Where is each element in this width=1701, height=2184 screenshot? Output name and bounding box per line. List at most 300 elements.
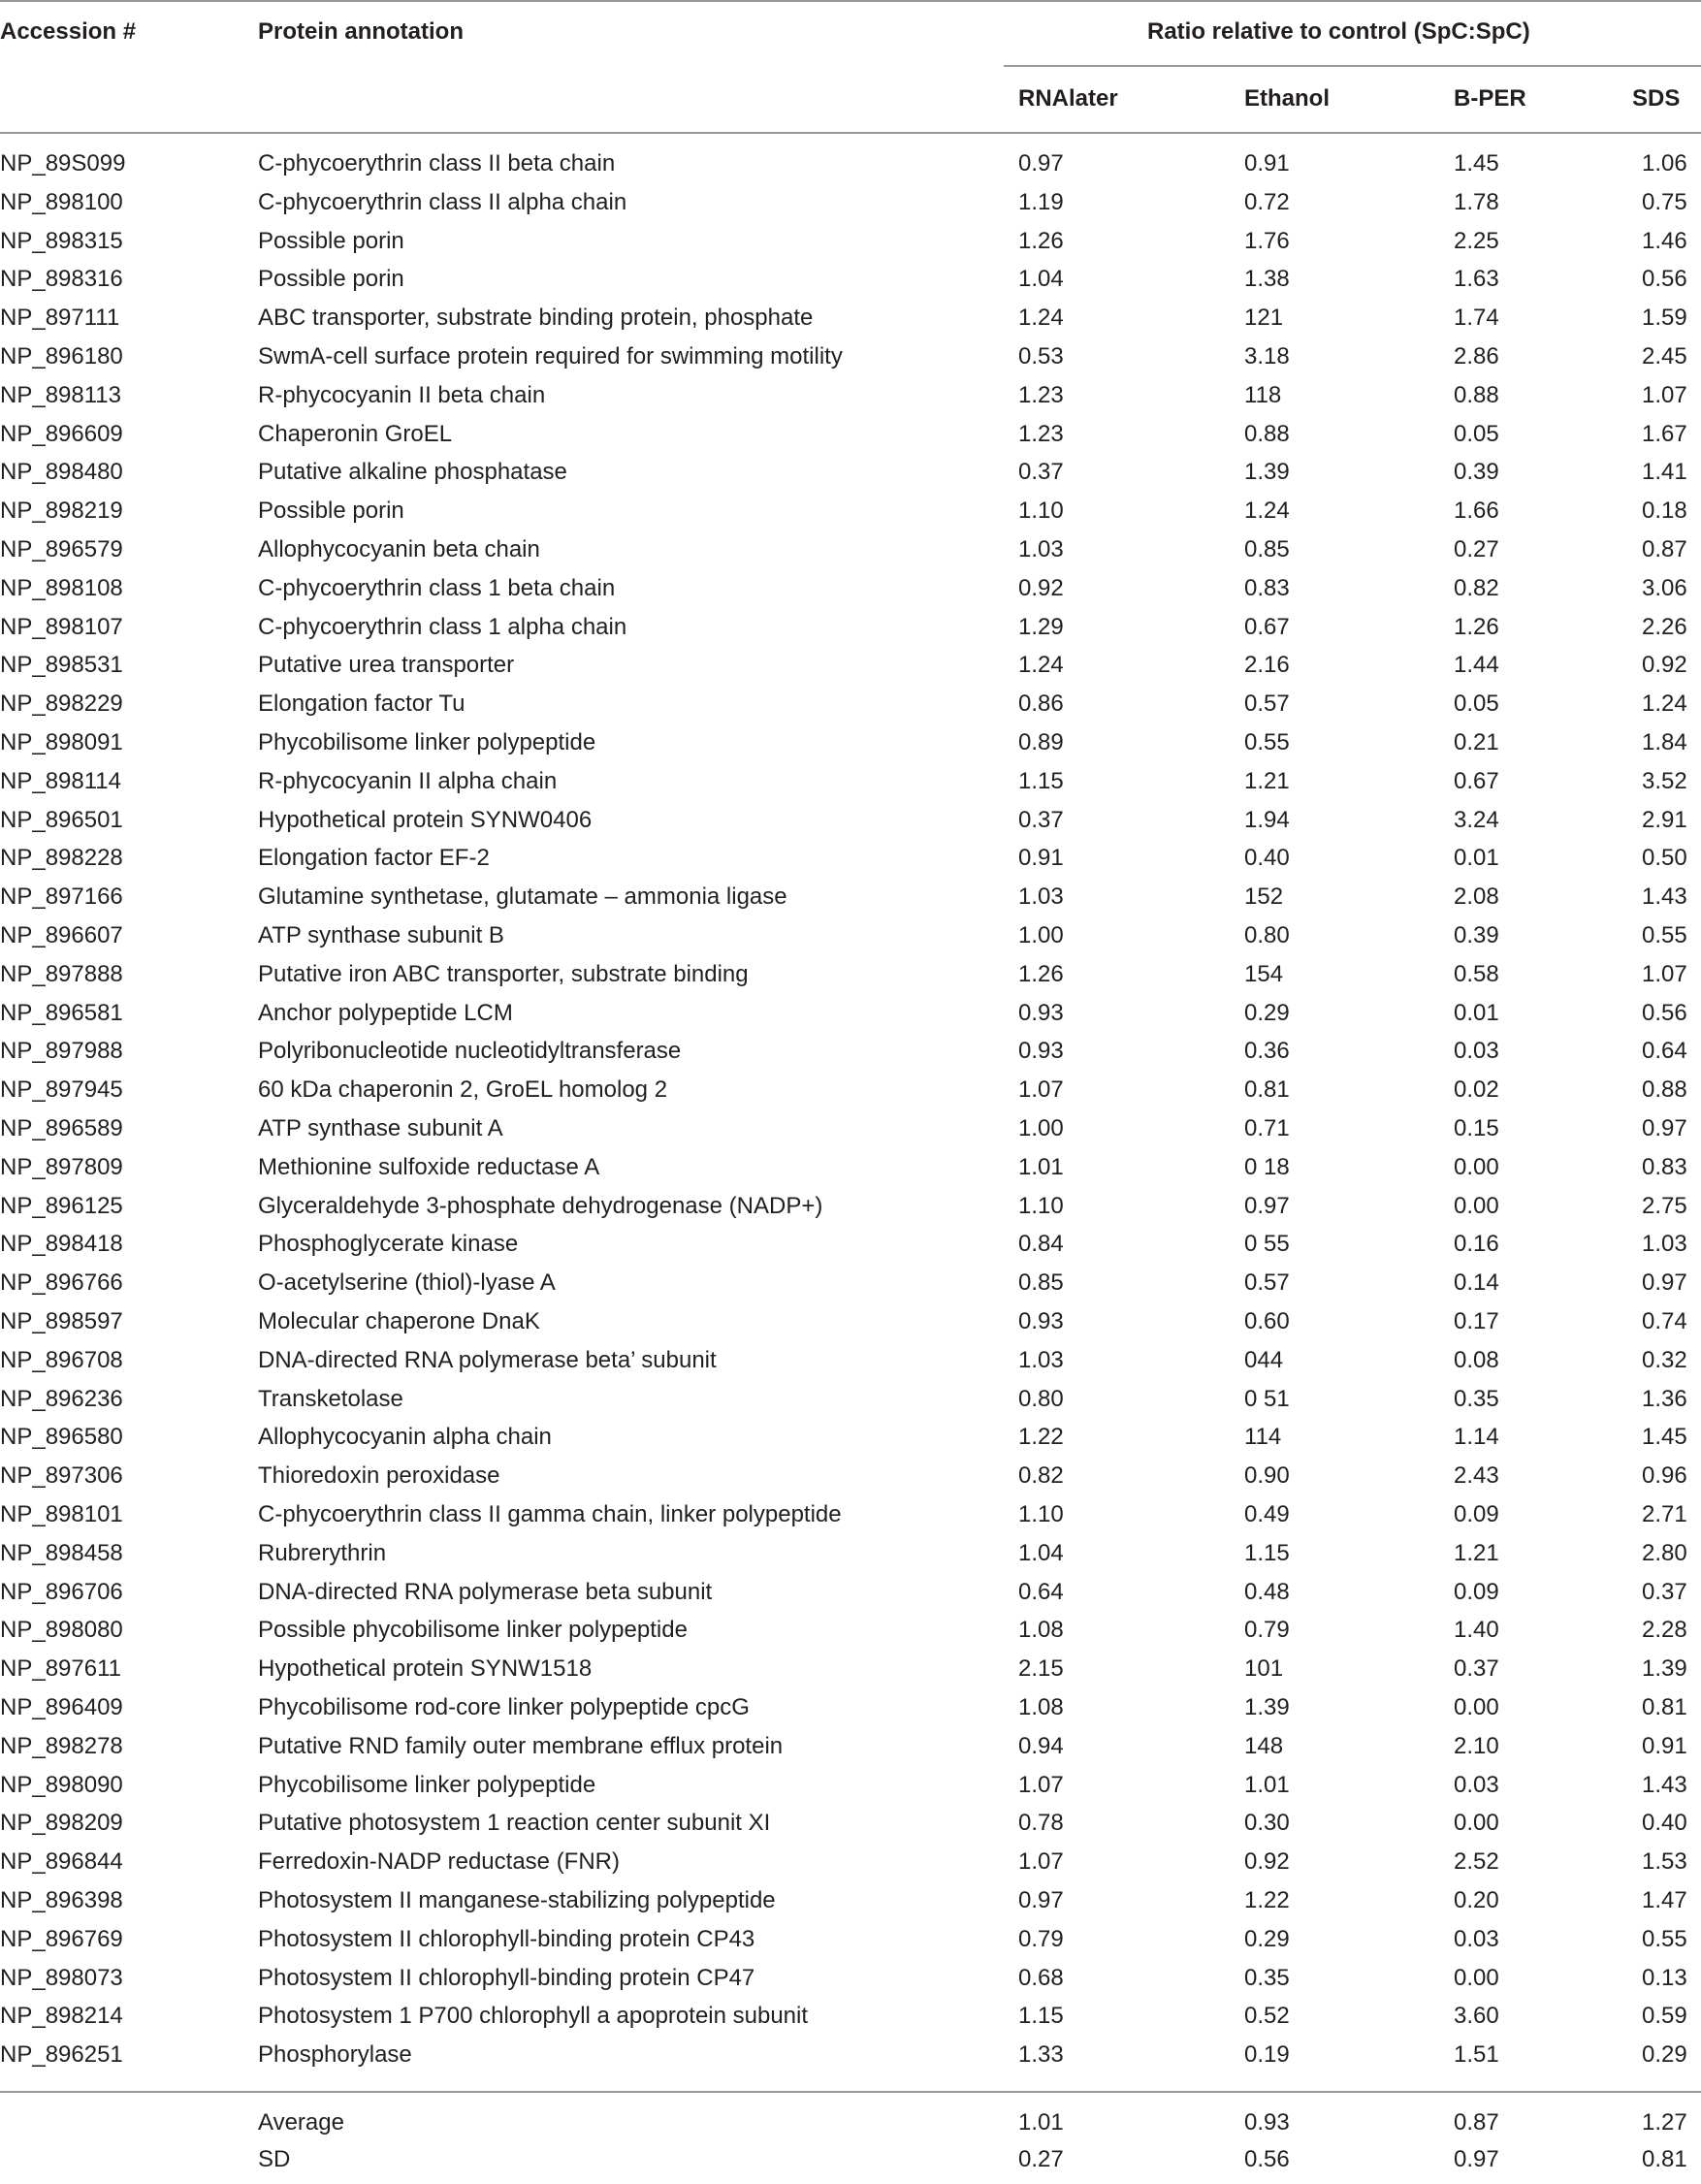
bper-cell: 3.60 <box>1454 2003 1499 2030</box>
accession-cell: NP_898229 <box>0 691 123 718</box>
ethanol-cell: 0.83 <box>1244 574 1290 601</box>
table-row <box>0 1307 1701 1346</box>
rnalater-cell: 0.85 <box>1018 1269 1064 1297</box>
table-row <box>0 1925 1701 1964</box>
ethanol-cell: 0.29 <box>1244 1925 1290 1952</box>
accession-cell: NP_896125 <box>0 1192 123 1219</box>
ethanol-cell: 0.49 <box>1244 1501 1290 1527</box>
protein-cell: R-phycocyanin II beta chain <box>258 381 546 408</box>
ethanol-cell: 0.40 <box>1244 845 1290 872</box>
protein-cell: Photosystem II chlorophyll-binding protein CP43 <box>258 1925 755 1952</box>
table-row <box>0 227 1701 266</box>
summary-row <box>0 2145 1701 2184</box>
table-row <box>0 1346 1701 1385</box>
bper-cell: 0.37 <box>1454 1655 1499 1683</box>
protein-cell: Putative alkaline phosphatase <box>258 459 567 486</box>
accession-cell: NP_898480 <box>0 459 123 486</box>
table-row <box>0 1423 1701 1461</box>
accession-cell: NP_898080 <box>0 1617 123 1644</box>
sds-cell: 2.26 <box>1642 613 1687 640</box>
protein-cell: Phosphoglycerate kinase <box>258 1231 519 1258</box>
ethanol-cell: 0 51 <box>1244 1385 1290 1412</box>
accession-cell: NP_898316 <box>0 266 123 293</box>
protein-cell: Elongation factor Tu <box>258 691 465 718</box>
accession-cell: NP_896844 <box>0 1848 123 1876</box>
bper-cell: 0.67 <box>1454 767 1499 794</box>
accession-cell: NP_896708 <box>0 1346 123 1373</box>
accession-cell: NP_898101 <box>0 1501 123 1527</box>
bper-cell: 0.17 <box>1454 1308 1499 1334</box>
table-row <box>0 1076 1701 1114</box>
table-row <box>0 497 1701 535</box>
bper-cell: 0.21 <box>1454 729 1499 755</box>
ethanol-cell: 1.94 <box>1244 806 1290 833</box>
bper-cell: 0.39 <box>1454 922 1499 948</box>
bper-cell: 0.14 <box>1454 1269 1499 1297</box>
protein-cell: C-phycoerythrin class 1 alpha chain <box>258 613 627 640</box>
protein-cell: Possible porin <box>258 227 404 254</box>
protein-cell: Elongation factor EF-2 <box>258 845 490 872</box>
accession-cell: NP_897306 <box>0 1462 123 1490</box>
table-row <box>0 1886 1701 1925</box>
accession-cell: NP_89S099 <box>0 150 126 177</box>
sds-cell: 0.37 <box>1642 1578 1687 1605</box>
rnalater-cell: 2.15 <box>1018 1655 1064 1683</box>
rnalater-cell: 1.00 <box>1018 922 1064 948</box>
sds-cell: 0.87 <box>1642 536 1687 562</box>
ethanol-cell: 0.97 <box>1244 1192 1290 1219</box>
ethanol-cell: 0 55 <box>1244 1231 1290 1258</box>
rnalater-cell: 1.10 <box>1018 1501 1064 1527</box>
rnalater-cell: 1.10 <box>1018 498 1064 525</box>
table-row <box>0 1114 1701 1153</box>
bper-cell: 0.00 <box>1454 1964 1499 1991</box>
rnalater-cell: 1.10 <box>1018 1192 1064 1219</box>
accession-cell: NP_896607 <box>0 922 123 948</box>
protein-cell: C-phycoerythrin class II gamma chain, linker polypeptide <box>258 1501 842 1527</box>
rnalater-cell: 1.00 <box>1018 1115 1064 1141</box>
protein-cell: Average <box>258 2109 344 2136</box>
rnalater-cell: 0.37 <box>1018 459 1064 486</box>
protein-cell: Chaperonin GroEL <box>258 420 453 447</box>
table-row <box>0 1693 1701 1732</box>
rnalater-cell: 0.84 <box>1018 1231 1064 1258</box>
table-row <box>0 342 1701 381</box>
accession-cell: NP_898418 <box>0 1231 123 1258</box>
accession-cell: NP_898090 <box>0 1771 123 1798</box>
accession-cell: NP_897809 <box>0 1153 123 1180</box>
ethanol-cell: 0.60 <box>1244 1308 1290 1334</box>
table-row <box>0 921 1701 960</box>
table-row <box>0 1269 1701 1307</box>
bper-cell: 1.40 <box>1454 1617 1499 1644</box>
ethanol-cell: 1.39 <box>1244 459 1290 486</box>
ethanol-cell: 0.90 <box>1244 1462 1290 1490</box>
ethanol-cell: 0.35 <box>1244 1964 1290 1991</box>
table-row <box>0 1847 1701 1886</box>
accession-cell: NP_896251 <box>0 2041 123 2069</box>
protein-cell: Transketolase <box>258 1385 403 1412</box>
table-row <box>0 149 1701 188</box>
sds-cell: 1.43 <box>1642 883 1687 911</box>
table-row <box>0 728 1701 767</box>
accession-cell: NP_896609 <box>0 420 123 447</box>
accession-cell: NP_898219 <box>0 498 123 525</box>
rnalater-cell: 1.24 <box>1018 305 1064 332</box>
accession-cell: NP_898107 <box>0 613 123 640</box>
accession-cell: NP_898315 <box>0 227 123 254</box>
bper-cell: 0.39 <box>1454 459 1499 486</box>
table-row <box>0 1732 1701 1771</box>
accession-cell: NP_896236 <box>0 1385 123 1412</box>
ratio-group-header: Ratio relative to control (SpC:SpC) <box>1147 18 1530 45</box>
protein-cell: Possible porin <box>258 266 404 293</box>
rnalater-cell: 1.33 <box>1018 2041 1064 2069</box>
table-row <box>0 1539 1701 1578</box>
table-row <box>0 304 1701 342</box>
rnalater-cell: 0.97 <box>1018 150 1064 177</box>
sds-cell: 0.91 <box>1642 1732 1687 1759</box>
ethanol-cell: 0.56 <box>1244 2146 1290 2172</box>
table-row <box>0 883 1701 921</box>
protein-cell: Ferredoxin-NADP reductase (FNR) <box>258 1848 620 1876</box>
protein-cell: O-acetylserine (thiol)-lyase A <box>258 1269 556 1297</box>
table-row <box>0 1385 1701 1424</box>
ethanol-cell: 0.57 <box>1244 1269 1290 1297</box>
sds-cell: 1.46 <box>1642 227 1687 254</box>
rnalater-cell: 1.01 <box>1018 2109 1064 2136</box>
sds-cell: 2.45 <box>1642 343 1687 369</box>
sds-cell: 1.59 <box>1642 305 1687 332</box>
bper-cell: 1.45 <box>1454 150 1499 177</box>
protein-cell: Polyribonucleotide nucleotidyltransferase <box>258 1038 682 1065</box>
ethanol-cell: 154 <box>1244 960 1284 987</box>
protein-cell: ATP synthase subunit B <box>258 922 504 948</box>
bper-cell: 0.09 <box>1454 1501 1499 1527</box>
sds-cell: 0.96 <box>1642 1462 1687 1490</box>
protein-cell: Photosystem II chlorophyll-binding protein CP47 <box>258 1964 755 1991</box>
ethanol-cell: 0.36 <box>1244 1038 1290 1065</box>
protein-cell: ATP synthase subunit A <box>258 1115 503 1141</box>
protein-cell: C-phycoerythrin class 1 beta chain <box>258 574 616 601</box>
bper-cell: 0.82 <box>1454 574 1499 601</box>
summary-row <box>0 2108 1701 2147</box>
table-row <box>0 1654 1701 1693</box>
accession-cell: NP_898458 <box>0 1539 123 1566</box>
rnalater-cell: 0.27 <box>1018 2146 1064 2172</box>
ethanol-cell: 0.80 <box>1244 922 1290 948</box>
accession-cell: NP_896589 <box>0 1115 123 1141</box>
table-row <box>0 1037 1701 1076</box>
rnalater-cell: 1.04 <box>1018 266 1064 293</box>
sds-cell: 1.07 <box>1642 381 1687 408</box>
rnalater-cell: 1.26 <box>1018 960 1064 987</box>
accession-cell: NP_897945 <box>0 1076 123 1104</box>
protein-cell: Anchor polypeptide LCM <box>258 999 513 1026</box>
accession-cell: NP_897611 <box>0 1655 121 1683</box>
accession-cell: NP_898597 <box>0 1308 123 1334</box>
col-accession-header: Accession # <box>0 18 137 45</box>
sds-cell: 0.32 <box>1642 1346 1687 1373</box>
bper-cell: 0.15 <box>1454 1115 1499 1141</box>
ethanol-cell: 0.72 <box>1244 188 1290 215</box>
ethanol-cell: 152 <box>1244 883 1284 911</box>
protein-cell: DNA-directed RNA polymerase beta’ subunit <box>258 1346 717 1373</box>
table-row <box>0 1616 1701 1654</box>
rnalater-cell: 0.89 <box>1018 729 1064 755</box>
ethanol-cell: 0.48 <box>1244 1578 1290 1605</box>
table-row <box>0 265 1701 304</box>
accession-cell: NP_898209 <box>0 1810 123 1837</box>
bper-cell: 2.86 <box>1454 343 1499 369</box>
ethanol-cell: 044 <box>1244 1346 1284 1373</box>
rnalater-cell: 0.91 <box>1018 845 1064 872</box>
table-row <box>0 1461 1701 1500</box>
table-row <box>0 844 1701 883</box>
protein-cell: Thioredoxin peroxidase <box>258 1462 500 1490</box>
sds-cell: 2.28 <box>1642 1617 1687 1644</box>
accession-cell: NP_896580 <box>0 1424 123 1451</box>
rnalater-cell: 0.53 <box>1018 343 1064 369</box>
rnalater-cell: 1.23 <box>1018 420 1064 447</box>
ethanol-cell: 0.93 <box>1244 2109 1290 2136</box>
rnalater-cell: 0.93 <box>1018 1308 1064 1334</box>
ethanol-cell: 101 <box>1244 1655 1284 1683</box>
bper-cell: 0.05 <box>1454 420 1499 447</box>
accession-cell: NP_896769 <box>0 1925 123 1952</box>
protein-cell: SwmA-cell surface protein required for swimming motility <box>258 343 843 369</box>
protein-cell: Phycobilisome rod-core linker polypeptide cpcG <box>258 1694 750 1720</box>
accession-cell: NP_898073 <box>0 1964 123 1991</box>
bper-cell: 1.74 <box>1454 305 1499 332</box>
accession-cell: NP_898091 <box>0 729 123 755</box>
sds-cell: 0.75 <box>1642 188 1687 215</box>
table-row <box>0 458 1701 497</box>
protein-cell: Phycobilisome linker polypeptide <box>258 1771 596 1798</box>
rnalater-cell: 1.04 <box>1018 1539 1064 1566</box>
accession-cell: NP_897988 <box>0 1038 123 1065</box>
sds-cell: 1.03 <box>1642 1231 1687 1258</box>
protein-cell: SD <box>258 2146 291 2172</box>
accession-cell: NP_896398 <box>0 1887 123 1913</box>
accession-cell: NP_898278 <box>0 1732 123 1759</box>
accession-cell: NP_898113 <box>0 381 121 408</box>
rnalater-cell: 1.22 <box>1018 1424 1064 1451</box>
bper-cell: 3.24 <box>1454 806 1499 833</box>
accession-cell: NP_896766 <box>0 1269 123 1297</box>
ethanol-cell: 114 <box>1244 1424 1282 1451</box>
sds-cell: 1.45 <box>1642 1424 1687 1451</box>
rnalater-cell: 1.03 <box>1018 883 1064 911</box>
ethanol-cell: 0.79 <box>1244 1617 1290 1644</box>
rnalater-cell: 1.15 <box>1018 2003 1064 2030</box>
ethanol-cell: 0.71 <box>1244 1115 1290 1141</box>
bper-cell: 0.88 <box>1454 381 1499 408</box>
sds-cell: 1.24 <box>1642 691 1687 718</box>
bper-cell: 1.21 <box>1454 1539 1499 1566</box>
ethanol-cell: 1.24 <box>1244 498 1290 525</box>
top-rule <box>0 0 1701 2</box>
ethanol-cell: 0.88 <box>1244 420 1290 447</box>
accession-cell: NP_898228 <box>0 845 123 872</box>
bper-cell: 2.52 <box>1454 1848 1499 1876</box>
bper-cell: 1.44 <box>1454 652 1499 679</box>
sds-cell: 2.75 <box>1642 1192 1687 1219</box>
bper-cell: 1.14 <box>1454 1424 1499 1451</box>
table-row <box>0 1964 1701 2003</box>
ethanol-cell: 3.18 <box>1244 343 1290 369</box>
table-row <box>0 574 1701 613</box>
protein-cell: Allophycocyanin alpha chain <box>258 1424 552 1451</box>
table-row <box>0 613 1701 652</box>
sds-cell: 1.06 <box>1642 150 1687 177</box>
accession-cell: NP_896706 <box>0 1578 123 1605</box>
table-row <box>0 690 1701 728</box>
table-row <box>0 651 1701 690</box>
ethanol-cell: 2.16 <box>1244 652 1290 679</box>
sds-cell: 0.64 <box>1642 1038 1687 1065</box>
table-row <box>0 535 1701 574</box>
bper-cell: 0.16 <box>1454 1231 1499 1258</box>
rnalater-cell: 1.08 <box>1018 1694 1064 1720</box>
sds-cell: 1.36 <box>1642 1385 1687 1412</box>
protein-cell: R-phycocyanin II alpha chain <box>258 767 558 794</box>
sds-cell: 0.40 <box>1642 1810 1687 1837</box>
sds-cell: 0.88 <box>1642 1076 1687 1104</box>
ethanol-cell: 1.38 <box>1244 266 1290 293</box>
bper-cell: 1.63 <box>1454 266 1499 293</box>
accession-cell: NP_898531 <box>0 652 123 679</box>
protein-cell: Hypothetical protein SYNW1518 <box>258 1655 593 1683</box>
ethanol-cell: 0.19 <box>1244 2041 1290 2069</box>
ethanol-cell: 1.15 <box>1244 1539 1290 1566</box>
bper-cell: 0.00 <box>1454 1810 1499 1837</box>
rnalater-cell: 1.23 <box>1018 381 1064 408</box>
bper-cell: 0.58 <box>1454 960 1499 987</box>
protein-cell: Allophycocyanin beta chain <box>258 536 540 562</box>
table-row <box>0 188 1701 227</box>
ethanol-cell: 0.57 <box>1244 691 1290 718</box>
rnalater-cell: 0.80 <box>1018 1385 1064 1412</box>
protein-cell: Phosphorylase <box>258 2041 412 2069</box>
protein-cell: Glyceraldehyde 3-phosphate dehydrogenase (NADP+) <box>258 1192 823 1219</box>
bper-cell: 2.10 <box>1454 1732 1499 1759</box>
sds-cell: 1.41 <box>1642 459 1687 486</box>
protein-cell: Putative photosystem 1 reaction center subunit XI <box>258 1810 771 1837</box>
protein-cell: 60 kDa chaperonin 2, GroEL homolog 2 <box>258 1076 668 1104</box>
col-bper-header: B-PER <box>1454 85 1526 112</box>
bper-cell: 0.05 <box>1454 691 1499 718</box>
sds-cell: 0.18 <box>1642 498 1687 525</box>
sds-cell: 1.53 <box>1642 1848 1687 1876</box>
sds-cell: 0.92 <box>1642 652 1687 679</box>
table-row <box>0 1230 1701 1269</box>
protein-cell: Molecular chaperone DnaK <box>258 1308 540 1334</box>
rnalater-cell: 1.03 <box>1018 1346 1064 1373</box>
protein-cell: Putative iron ABC transporter, substrate binding <box>258 960 749 987</box>
bper-cell: 0.20 <box>1454 1887 1499 1913</box>
bper-cell: 0.01 <box>1454 999 1499 1026</box>
ethanol-cell: 0.91 <box>1244 150 1290 177</box>
group-underline <box>1004 65 1701 67</box>
col-ethanol-header: Ethanol <box>1244 85 1330 112</box>
rnalater-cell: 1.19 <box>1018 188 1064 215</box>
accession-cell: NP_896409 <box>0 1694 123 1720</box>
rnalater-cell: 0.79 <box>1018 1925 1064 1952</box>
col-rnalater-header: RNAlater <box>1018 85 1118 112</box>
ethanol-cell: 0.30 <box>1244 1810 1290 1837</box>
sds-cell: 1.39 <box>1642 1655 1687 1683</box>
ethanol-cell: 1.21 <box>1244 767 1290 794</box>
rnalater-cell: 0.78 <box>1018 1810 1064 1837</box>
protein-cell: C-phycoerythrin class II alpha chain <box>258 188 627 215</box>
rnalater-cell: 1.01 <box>1018 1153 1064 1180</box>
rnalater-cell: 0.68 <box>1018 1964 1064 1991</box>
table-row <box>0 420 1701 459</box>
rnalater-cell: 0.86 <box>1018 691 1064 718</box>
bper-cell: 0.03 <box>1454 1038 1499 1065</box>
bper-cell: 1.51 <box>1454 2041 1499 2069</box>
sds-cell: 0.55 <box>1642 922 1687 948</box>
sds-cell: 2.71 <box>1642 1501 1687 1527</box>
ethanol-cell: 121 <box>1244 305 1284 332</box>
sds-cell: 0.59 <box>1642 2003 1687 2030</box>
bper-cell: 2.08 <box>1454 883 1499 911</box>
bper-cell: 1.26 <box>1454 613 1499 640</box>
table-row <box>0 960 1701 999</box>
ethanol-cell: 0.92 <box>1244 1848 1290 1876</box>
protein-cell: Possible porin <box>258 498 404 525</box>
protein-cell: Hypothetical protein SYNW0406 <box>258 806 593 833</box>
bper-cell: 0.27 <box>1454 536 1499 562</box>
col-sds-header: SDS <box>1632 85 1681 112</box>
bper-cell: 0.35 <box>1454 1385 1499 1412</box>
ethanol-cell: 148 <box>1244 1732 1284 1759</box>
protein-cell: Photosystem II manganese-stabilizing polypeptide <box>258 1887 776 1913</box>
sds-cell: 0.55 <box>1642 1925 1687 1952</box>
rnalater-cell: 1.08 <box>1018 1617 1064 1644</box>
rnalater-cell: 0.82 <box>1018 1462 1064 1490</box>
sds-cell: 0.83 <box>1642 1153 1687 1180</box>
sds-cell: 0.81 <box>1642 2146 1687 2172</box>
sds-cell: 3.52 <box>1642 767 1687 794</box>
sds-cell: 0.74 <box>1642 1308 1687 1334</box>
sds-cell: 1.07 <box>1642 960 1687 987</box>
table-row <box>0 806 1701 845</box>
bper-cell: 0.09 <box>1454 1578 1499 1605</box>
rnalater-cell: 0.92 <box>1018 574 1064 601</box>
bper-cell: 2.43 <box>1454 1462 1499 1490</box>
table-row <box>0 999 1701 1038</box>
rnalater-cell: 1.03 <box>1018 536 1064 562</box>
sds-cell: 1.84 <box>1642 729 1687 755</box>
sds-cell: 2.80 <box>1642 1539 1687 1566</box>
ethanol-cell: 0 18 <box>1244 1153 1290 1180</box>
bper-cell: 1.66 <box>1454 498 1499 525</box>
rnalater-cell: 0.94 <box>1018 1732 1064 1759</box>
sds-cell: 2.91 <box>1642 806 1687 833</box>
ethanol-cell: 0.29 <box>1244 999 1290 1026</box>
accession-cell: NP_896581 <box>0 999 123 1026</box>
sds-cell: 0.29 <box>1642 2041 1687 2069</box>
ethanol-cell: 0.52 <box>1244 2003 1290 2030</box>
protein-cell: DNA-directed RNA polymerase beta subunit <box>258 1578 713 1605</box>
sds-cell: 0.50 <box>1642 845 1687 872</box>
accession-cell: NP_898100 <box>0 188 123 215</box>
table-row <box>0 1809 1701 1847</box>
sds-cell: 1.67 <box>1642 420 1687 447</box>
sds-cell: 1.27 <box>1642 2109 1687 2136</box>
